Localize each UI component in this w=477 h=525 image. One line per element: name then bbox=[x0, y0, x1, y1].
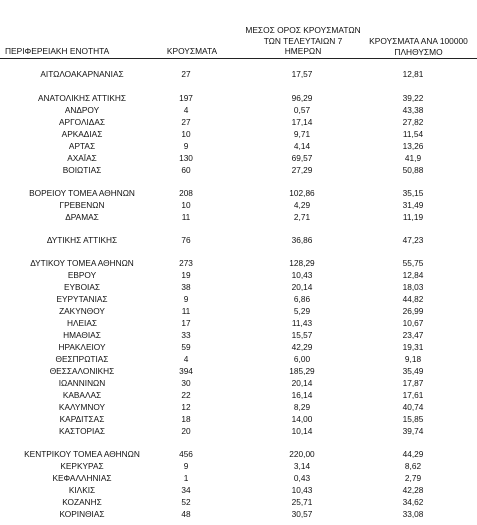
cases-cell: 197 bbox=[179, 93, 193, 103]
table-row bbox=[0, 153, 477, 164]
region-name-cell: ΑΧΑΪΑΣ bbox=[67, 153, 97, 163]
table-row bbox=[0, 306, 477, 317]
seven-day-average-cell: 6,00 bbox=[293, 354, 311, 364]
rate-cell: 13,26 bbox=[402, 141, 424, 151]
header-cases: ΚΡΟΥΣΜΑΤΑ bbox=[166, 46, 218, 56]
seven-day-average-cell: 17,14 bbox=[291, 117, 313, 127]
rate-cell: 39,74 bbox=[402, 426, 424, 436]
header-region: ΠΕΡΙΦΕΡΕΙΑΚΗ ΕΝΟΤΗΤΑ bbox=[5, 46, 110, 56]
table-row bbox=[0, 235, 477, 246]
seven-day-average-cell: 10,43 bbox=[291, 270, 313, 280]
region-name-cell: ΚΑΣΤΟΡΙΑΣ bbox=[58, 426, 106, 436]
rate-cell: 9,18 bbox=[404, 354, 422, 364]
cases-cell: 52 bbox=[181, 497, 191, 507]
rate-cell: 44,82 bbox=[402, 294, 424, 304]
table-row bbox=[0, 212, 477, 223]
rate-cell: 47,23 bbox=[402, 235, 424, 245]
rate-cell: 11,19 bbox=[402, 212, 424, 222]
seven-day-average-cell: 10,14 bbox=[291, 426, 313, 436]
region-name-cell: ΑΙΤΩΛΟΑΚΑΡΝΑΝΙΑΣ bbox=[40, 69, 124, 79]
seven-day-average-cell: 9,71 bbox=[293, 129, 311, 139]
rate-cell: 26,99 bbox=[402, 306, 424, 316]
region-name-cell: ΕΥΒΟΙΑΣ bbox=[63, 282, 101, 292]
header-rate-line: ΚΡΟΥΣΜΑΤΑ ΑΝΑ 100000 bbox=[369, 36, 468, 46]
region-name-cell: ΚΕΡΚΥΡΑΣ bbox=[60, 461, 104, 471]
seven-day-average-cell: 20,14 bbox=[291, 282, 313, 292]
region-name-cell: ΓΡΕΒΕΝΩΝ bbox=[59, 200, 105, 210]
region-name-cell: ΚΟΖΑΝΗΣ bbox=[62, 497, 102, 507]
rate-cell: 34,62 bbox=[402, 497, 424, 507]
cases-cell: 38 bbox=[181, 282, 191, 292]
cases-cell: 19 bbox=[181, 270, 191, 280]
seven-day-average-cell: 96,29 bbox=[291, 93, 313, 103]
header-divider bbox=[0, 58, 477, 59]
rate-cell: 40,74 bbox=[402, 402, 424, 412]
seven-day-average-cell: 69,57 bbox=[291, 153, 313, 163]
table-row bbox=[0, 200, 477, 211]
header-cases-per-100000 bbox=[360, 36, 477, 57]
rate-cell: 12,84 bbox=[402, 270, 424, 280]
region-name-cell: ΚΑΒΑΛΑΣ bbox=[62, 390, 102, 400]
table-row bbox=[0, 93, 477, 104]
cases-cell: 9 bbox=[183, 141, 189, 151]
cases-cell: 10 bbox=[181, 129, 191, 139]
table-row bbox=[0, 188, 477, 199]
region-name-cell: ΗΡΑΚΛΕΙΟΥ bbox=[58, 342, 106, 352]
region-name-cell: ΚΙΛΚΙΣ bbox=[68, 485, 96, 495]
seven-day-average-cell: 4,29 bbox=[293, 200, 311, 210]
rate-cell: 23,47 bbox=[402, 330, 424, 340]
table-row bbox=[0, 258, 477, 269]
region-name-cell: ΑΡΤΑΣ bbox=[68, 141, 96, 151]
header-seven-day-average bbox=[236, 25, 370, 57]
seven-day-average-cell: 4,14 bbox=[293, 141, 311, 151]
region-name-cell: ΘΕΣΣΑΛΟΝΙΚΗΣ bbox=[49, 366, 115, 376]
cases-cell: 130 bbox=[179, 153, 193, 163]
table-row bbox=[0, 117, 477, 128]
region-name-cell: ΘΕΣΠΡΩΤΙΑΣ bbox=[55, 354, 109, 364]
cases-cell: 11 bbox=[181, 212, 191, 222]
cases-cell: 27 bbox=[181, 69, 191, 79]
cases-cell: 30 bbox=[181, 378, 191, 388]
header-avg-line: ΜΕΣΟΣ ΟΡΟΣ ΚΡΟΥΣΜΑΤΩΝ bbox=[245, 25, 361, 35]
cases-cell: 273 bbox=[179, 258, 193, 268]
seven-day-average-cell: 15,57 bbox=[291, 330, 313, 340]
seven-day-average-cell: 14,00 bbox=[291, 414, 313, 424]
seven-day-average-cell: 42,29 bbox=[291, 342, 313, 352]
region-name-cell: ΑΡΚΑΔΙΑΣ bbox=[61, 129, 103, 139]
seven-day-average-cell: 8,29 bbox=[293, 402, 311, 412]
seven-day-average-cell: 102,86 bbox=[289, 188, 315, 198]
table-row bbox=[0, 294, 477, 305]
rate-cell: 55,75 bbox=[402, 258, 424, 268]
seven-day-average-cell: 3,14 bbox=[293, 461, 311, 471]
table-row bbox=[0, 129, 477, 140]
table-row bbox=[0, 402, 477, 413]
seven-day-average-cell: 25,71 bbox=[291, 497, 313, 507]
rate-cell: 12,81 bbox=[402, 69, 424, 79]
seven-day-average-cell: 27,29 bbox=[291, 165, 313, 175]
rate-cell: 2,79 bbox=[404, 473, 422, 483]
cases-cell: 59 bbox=[181, 342, 191, 352]
region-name-cell: ΑΝΑΤΟΛΙΚΗΣ ΑΤΤΙΚΗΣ bbox=[37, 93, 127, 103]
rate-cell: 11,54 bbox=[402, 129, 424, 139]
cases-cell: 17 bbox=[181, 318, 191, 328]
rate-cell: 44,29 bbox=[402, 449, 424, 459]
region-name-cell: ΖΑΚΥΝΘΟΥ bbox=[59, 306, 105, 316]
cases-cell: 10 bbox=[181, 200, 191, 210]
rate-cell: 8,62 bbox=[404, 461, 422, 471]
cases-cell: 34 bbox=[181, 485, 191, 495]
rate-cell: 33,08 bbox=[402, 509, 424, 519]
region-name-cell: ΕΥΡΥΤΑΝΙΑΣ bbox=[56, 294, 108, 304]
seven-day-average-cell: 16,14 bbox=[291, 390, 313, 400]
seven-day-average-cell: 0,57 bbox=[293, 105, 311, 115]
table-row bbox=[0, 426, 477, 437]
rate-cell: 27,82 bbox=[402, 117, 424, 127]
table-row bbox=[0, 497, 477, 508]
region-name-cell: ΑΡΓΟΛΙΔΑΣ bbox=[59, 117, 105, 127]
rate-cell: 31,49 bbox=[402, 200, 424, 210]
cases-cell: 60 bbox=[181, 165, 191, 175]
cases-cell: 208 bbox=[179, 188, 193, 198]
seven-day-average-cell: 0,43 bbox=[293, 473, 311, 483]
header-avg-line: ΗΜΕΡΩΝ bbox=[284, 46, 322, 56]
rate-cell: 35,15 bbox=[402, 188, 424, 198]
table-row bbox=[0, 449, 477, 460]
cases-cell: 76 bbox=[181, 235, 191, 245]
seven-day-average-cell: 128,29 bbox=[289, 258, 315, 268]
table-row bbox=[0, 282, 477, 293]
cases-cell: 456 bbox=[179, 449, 193, 459]
region-name-cell: ΒΟΙΩΤΙΑΣ bbox=[62, 165, 102, 175]
rate-cell: 15,85 bbox=[402, 414, 424, 424]
seven-day-average-cell: 30,57 bbox=[291, 509, 313, 519]
rate-cell: 10,67 bbox=[402, 318, 424, 328]
region-name-cell: ΕΒΡΟΥ bbox=[67, 270, 97, 280]
cases-cell: 18 bbox=[181, 414, 191, 424]
seven-day-average-cell: 10,43 bbox=[291, 485, 313, 495]
cases-cell: 22 bbox=[181, 390, 191, 400]
table-row bbox=[0, 354, 477, 365]
table-row bbox=[0, 165, 477, 176]
rate-cell: 18,03 bbox=[402, 282, 424, 292]
cases-cell: 12 bbox=[181, 402, 191, 412]
region-name-cell: ΗΛΕΙΑΣ bbox=[66, 318, 98, 328]
region-name-cell: ΚΟΡΙΝΘΙΑΣ bbox=[59, 509, 105, 519]
table-row bbox=[0, 105, 477, 116]
table-row bbox=[0, 270, 477, 281]
rate-cell: 42,28 bbox=[402, 485, 424, 495]
region-name-cell: ΔΥΤΙΚΗΣ ΑΤΤΙΚΗΣ bbox=[46, 235, 118, 245]
table-row bbox=[0, 318, 477, 329]
seven-day-average-cell: 185,29 bbox=[289, 366, 315, 376]
table-row bbox=[0, 390, 477, 401]
region-name-cell: ΗΜΑΘΙΑΣ bbox=[63, 330, 101, 340]
cases-cell: 1 bbox=[183, 473, 189, 483]
table-row bbox=[0, 461, 477, 472]
table-row bbox=[0, 141, 477, 152]
rate-cell: 39,22 bbox=[402, 93, 424, 103]
table-row bbox=[0, 366, 477, 377]
cases-cell: 11 bbox=[181, 306, 191, 316]
cases-cell: 27 bbox=[181, 117, 191, 127]
table-row bbox=[0, 509, 477, 520]
cases-cell: 9 bbox=[183, 461, 189, 471]
table-row bbox=[0, 414, 477, 425]
cases-cell: 33 bbox=[181, 330, 191, 340]
cases-cell: 4 bbox=[183, 354, 189, 364]
seven-day-average-cell: 6,86 bbox=[293, 294, 311, 304]
region-name-cell: ΒΟΡΕΙΟΥ ΤΟΜΕΑ ΑΘΗΝΩΝ bbox=[29, 188, 135, 198]
region-name-cell: ΑΝΔΡΟΥ bbox=[64, 105, 100, 115]
region-name-cell: ΚΕΦΑΛΛΗΝΙΑΣ bbox=[52, 473, 112, 483]
table-row bbox=[0, 473, 477, 484]
seven-day-average-cell: 36,86 bbox=[291, 235, 313, 245]
table-row bbox=[0, 378, 477, 389]
table-row bbox=[0, 69, 477, 80]
seven-day-average-cell: 5,29 bbox=[293, 306, 311, 316]
region-name-cell: ΚΑΛΥΜΝΟΥ bbox=[58, 402, 106, 412]
cases-cell: 394 bbox=[179, 366, 193, 376]
table-row bbox=[0, 330, 477, 341]
seven-day-average-cell: 11,43 bbox=[291, 318, 313, 328]
seven-day-average-cell: 20,14 bbox=[291, 378, 313, 388]
rate-cell: 41,9 bbox=[404, 153, 422, 163]
header-avg-line: ΤΩΝ ΤΕΛΕΥΤΑΙΩΝ 7 bbox=[263, 35, 343, 46]
cases-cell: 4 bbox=[183, 105, 189, 115]
cases-cell: 20 bbox=[181, 426, 191, 436]
region-name-cell: ΚΑΡΔΙΤΣΑΣ bbox=[59, 414, 105, 424]
rate-cell: 17,61 bbox=[402, 390, 424, 400]
cases-cell: 9 bbox=[183, 294, 189, 304]
seven-day-average-cell: 220,00 bbox=[289, 449, 315, 459]
rate-cell: 43,38 bbox=[402, 105, 424, 115]
rate-cell: 50,88 bbox=[402, 165, 424, 175]
region-name-cell: ΚΕΝΤΡΙΚΟΥ ΤΟΜΕΑ ΑΘΗΝΩΝ bbox=[24, 449, 140, 459]
rate-cell: 17,87 bbox=[402, 378, 424, 388]
seven-day-average-cell: 2,71 bbox=[293, 212, 311, 222]
rate-cell: 35,49 bbox=[402, 366, 424, 376]
cases-cell: 48 bbox=[181, 509, 191, 519]
table-row bbox=[0, 342, 477, 353]
region-name-cell: ΔΡΑΜΑΣ bbox=[65, 212, 99, 222]
header-rate-line: ΠΛΗΘΥΣΜΟ bbox=[394, 46, 443, 57]
seven-day-average-cell: 17,57 bbox=[291, 69, 313, 79]
rate-cell: 19,31 bbox=[402, 342, 424, 352]
region-name-cell: ΙΩΑΝΝΙΝΩΝ bbox=[58, 378, 106, 388]
table-row bbox=[0, 485, 477, 496]
region-name-cell: ΔΥΤΙΚΟΥ ΤΟΜΕΑ ΑΘΗΝΩΝ bbox=[30, 258, 134, 268]
